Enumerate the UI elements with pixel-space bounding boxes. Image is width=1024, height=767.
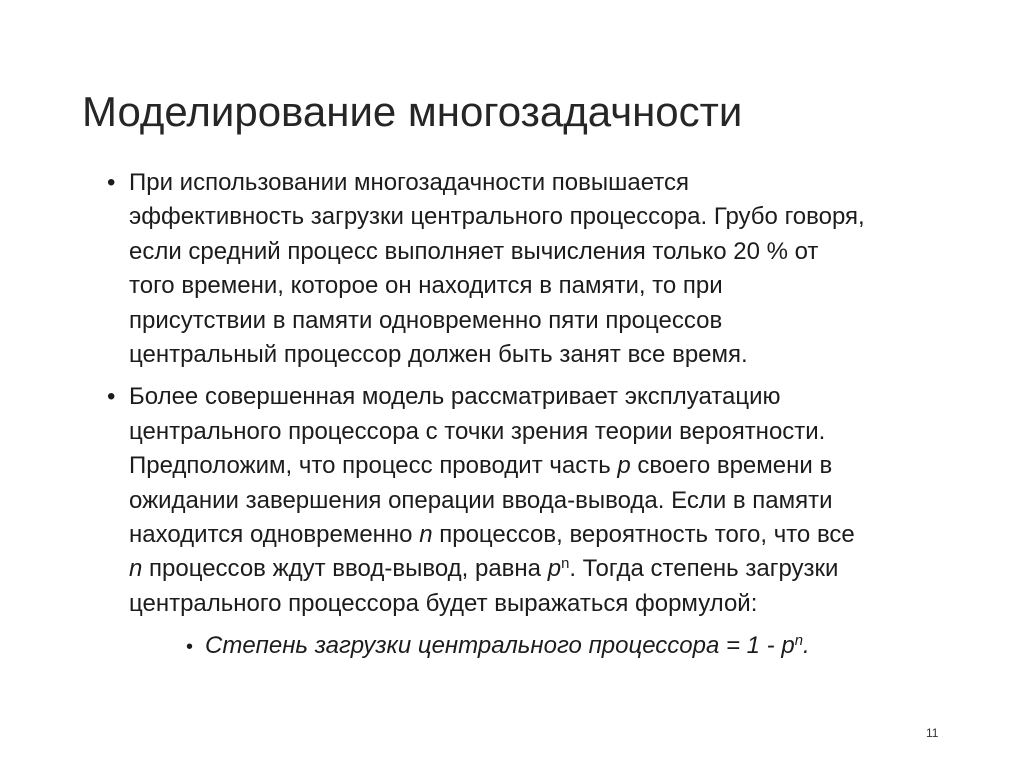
bullet-text-line: Более совершенная модель рассматривает эксплуатацию	[129, 383, 781, 411]
bullet-dot-icon: •	[107, 169, 116, 196]
page-number: 11	[926, 726, 939, 740]
sub-bullet-formula	[186, 629, 967, 663]
bullet-text-line	[129, 449, 967, 483]
variable-p: p	[617, 452, 631, 480]
bullet-text-line: ожидании завершения операции ввода-вывода. Если в памяти	[129, 486, 833, 514]
text-run: . Тогда степень загрузки	[569, 555, 839, 583]
text-run: процессов, вероятность того, что все	[432, 521, 855, 549]
bullet-text-line: центральный процессор должен быть занят все время.	[129, 341, 748, 369]
exponent-n: n	[561, 556, 570, 573]
text-run: .	[802, 632, 810, 660]
bullet-text-line: эффективность загрузки центрального процессора. Грубо говоря,	[129, 203, 865, 231]
bullet-text-line	[129, 518, 967, 552]
text-run: находится одновременно	[129, 521, 420, 549]
text-run: своего времени в	[630, 452, 833, 480]
text-run: процессов ждут ввод-вывод, равна	[142, 555, 548, 583]
bullet-text-line: того времени, которое он находится в памяти, то при	[129, 272, 723, 300]
bullet-item-probability-model	[107, 380, 967, 621]
slide-title: Моделирование многозадачности	[82, 88, 743, 135]
bullet-list	[107, 166, 967, 663]
bullet-text-line: если средний процесс выполняет вычисления только 20 % от	[129, 237, 819, 265]
variable-n: n	[129, 555, 143, 583]
bullet-text-line: При использовании многозадачности повышается	[129, 169, 690, 196]
text-run: Предположим, что процесс проводит часть	[129, 452, 618, 480]
variable-p: p	[547, 555, 562, 583]
bullet-dot-icon: •	[186, 636, 194, 659]
bullet-text-line: центрального процессора будет выражаться формулой:	[129, 589, 758, 617]
bullet-text-line	[129, 552, 967, 586]
bullet-dot-icon: •	[107, 383, 116, 411]
variable-n: n	[419, 521, 433, 549]
text-run: Степень загрузки центрального процессора = 1 -	[205, 632, 782, 660]
exponent-n: n	[794, 633, 803, 650]
bullet-text-line: центрального процессора с точки зрения теории вероятности.	[129, 417, 826, 445]
variable-p: p	[781, 632, 795, 660]
bullet-text-line: присутствии в памяти одновременно пяти процессов	[129, 306, 723, 334]
formula-text	[205, 629, 967, 663]
bullet-item-cpu-efficiency	[107, 166, 967, 372]
